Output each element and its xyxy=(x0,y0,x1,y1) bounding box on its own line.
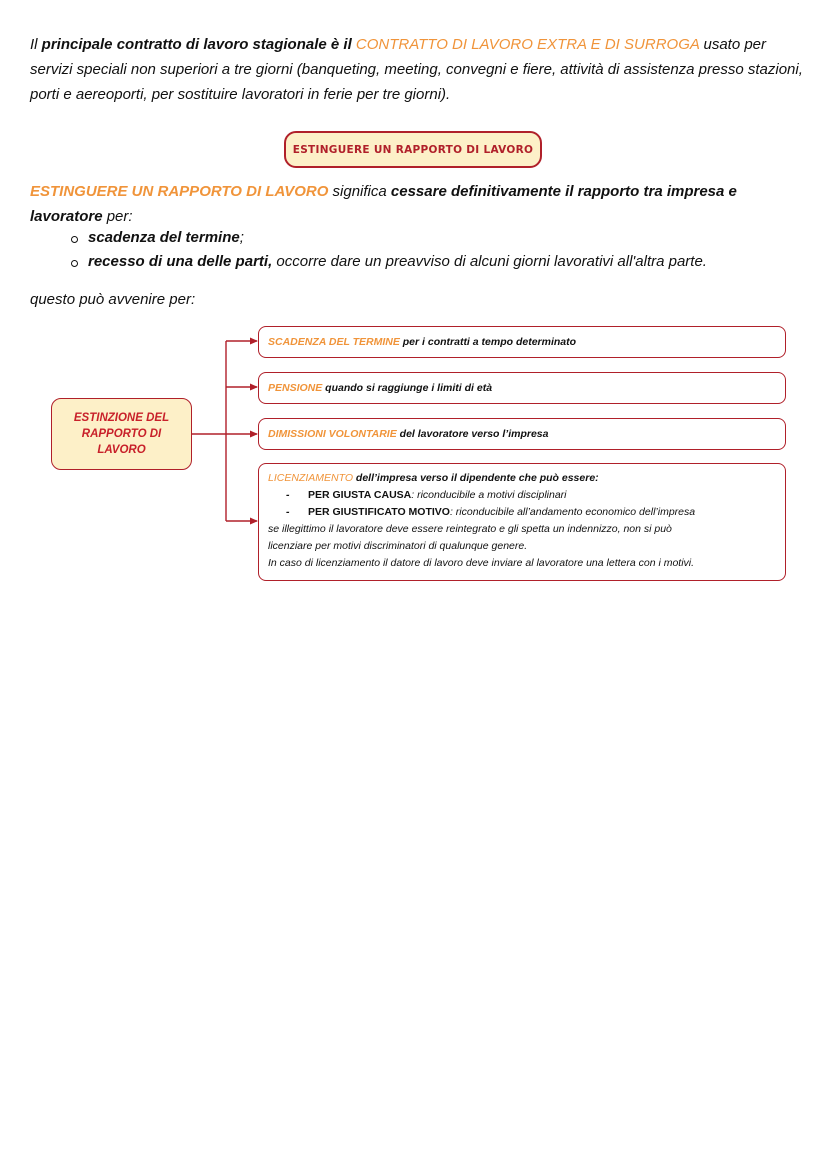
root-label: ESTINZIONE DEL RAPPORTO DI LAVORO xyxy=(73,412,170,456)
branch-key: LICENZIAMENTO xyxy=(268,472,353,484)
branch-text: del lavoratore verso l’impresa xyxy=(396,428,549,440)
intro-rest-text: usato per servizi speciali non superiori a tre giorni (banqueting, meeting, convegni e fiere, attività di assistenza presso stazioni, porti e aereoporti, per sostituire lavoratori in ferie per tre giorni). xyxy=(30,36,803,103)
list-item xyxy=(60,250,820,274)
definition-paragraph xyxy=(30,179,810,229)
definition-term-highlight: ESTINGUERE UN RAPPORTO DI LAVORO xyxy=(30,183,329,200)
diagram-root-node xyxy=(51,398,192,470)
dash-marker: - xyxy=(286,506,290,518)
contract-name-highlight: CONTRATTO DI LAVORO EXTRA E DI SURROGA xyxy=(355,36,700,53)
licenziamento-item xyxy=(268,487,776,504)
definition-bold-text: cessare definitivamente il rapporto tra impresa e lavoratore xyxy=(30,183,737,225)
list-item xyxy=(60,226,820,250)
item-bold: PER GIUSTIFICATO MOTIVO xyxy=(308,506,450,518)
branch-pensione xyxy=(258,372,786,404)
item-bold: PER GIUSTA CAUSA xyxy=(308,489,412,501)
licenziamento-note-1: se illegittimo il lavoratore deve essere reintegrato e gli spetta un indennizzo, non si può xyxy=(268,523,672,535)
item-text: : riconducibile all’andamento economico dell’impresa xyxy=(449,506,696,518)
section-title: ESTINGUERE UN RAPPORTO DI LAVORO xyxy=(292,143,534,156)
licenziamento-item xyxy=(268,504,776,521)
licenziamento-note-3: In caso di licenziamento il datore di lavoro deve inviare al lavoratore una lettera con i motivi. xyxy=(268,557,695,569)
branch-key: SCADENZA DEL TERMINE xyxy=(268,336,400,348)
branch-text: dell’impresa verso il dipendente che può essere: xyxy=(352,472,599,484)
dash-marker: - xyxy=(286,489,290,501)
definition-text: significa xyxy=(328,183,391,200)
branch-text: quando si raggiunge i limiti di età xyxy=(322,382,493,394)
lead-label: questo può avvenire per: xyxy=(30,291,196,308)
branch-dimissioni xyxy=(258,418,786,450)
branch-scadenza xyxy=(258,326,786,358)
branch-key: PENSIONE xyxy=(268,382,323,394)
licenziamento-header xyxy=(268,470,776,487)
section-title-box xyxy=(284,131,542,168)
intro-paragraph xyxy=(30,32,810,107)
list-item-bold: scadenza del termine xyxy=(88,229,240,246)
reasons-list xyxy=(60,226,820,274)
branch-text: per i contratti a tempo determinato xyxy=(399,336,577,348)
item-text: : riconducibile a motivi disciplinari xyxy=(411,489,567,501)
list-item-text: ; xyxy=(239,229,244,246)
definition-tail: per: xyxy=(102,208,133,225)
intro-bold-text: principale contratto di lavoro stagionale è il xyxy=(41,36,352,53)
list-item-bold: recesso di una delle parti, xyxy=(88,253,273,270)
list-item-text: occorre dare un preavviso di alcuni giorni lavorativi all'altra parte. xyxy=(272,253,707,270)
intro-text: Il xyxy=(30,36,42,53)
licenziamento-note-2: licenziare per motivi discriminatori di qualunque genere. xyxy=(268,540,528,552)
branch-licenziamento xyxy=(258,463,786,581)
branch-key: DIMISSIONI VOLONTARIE xyxy=(268,428,397,440)
lead-text xyxy=(30,287,810,312)
